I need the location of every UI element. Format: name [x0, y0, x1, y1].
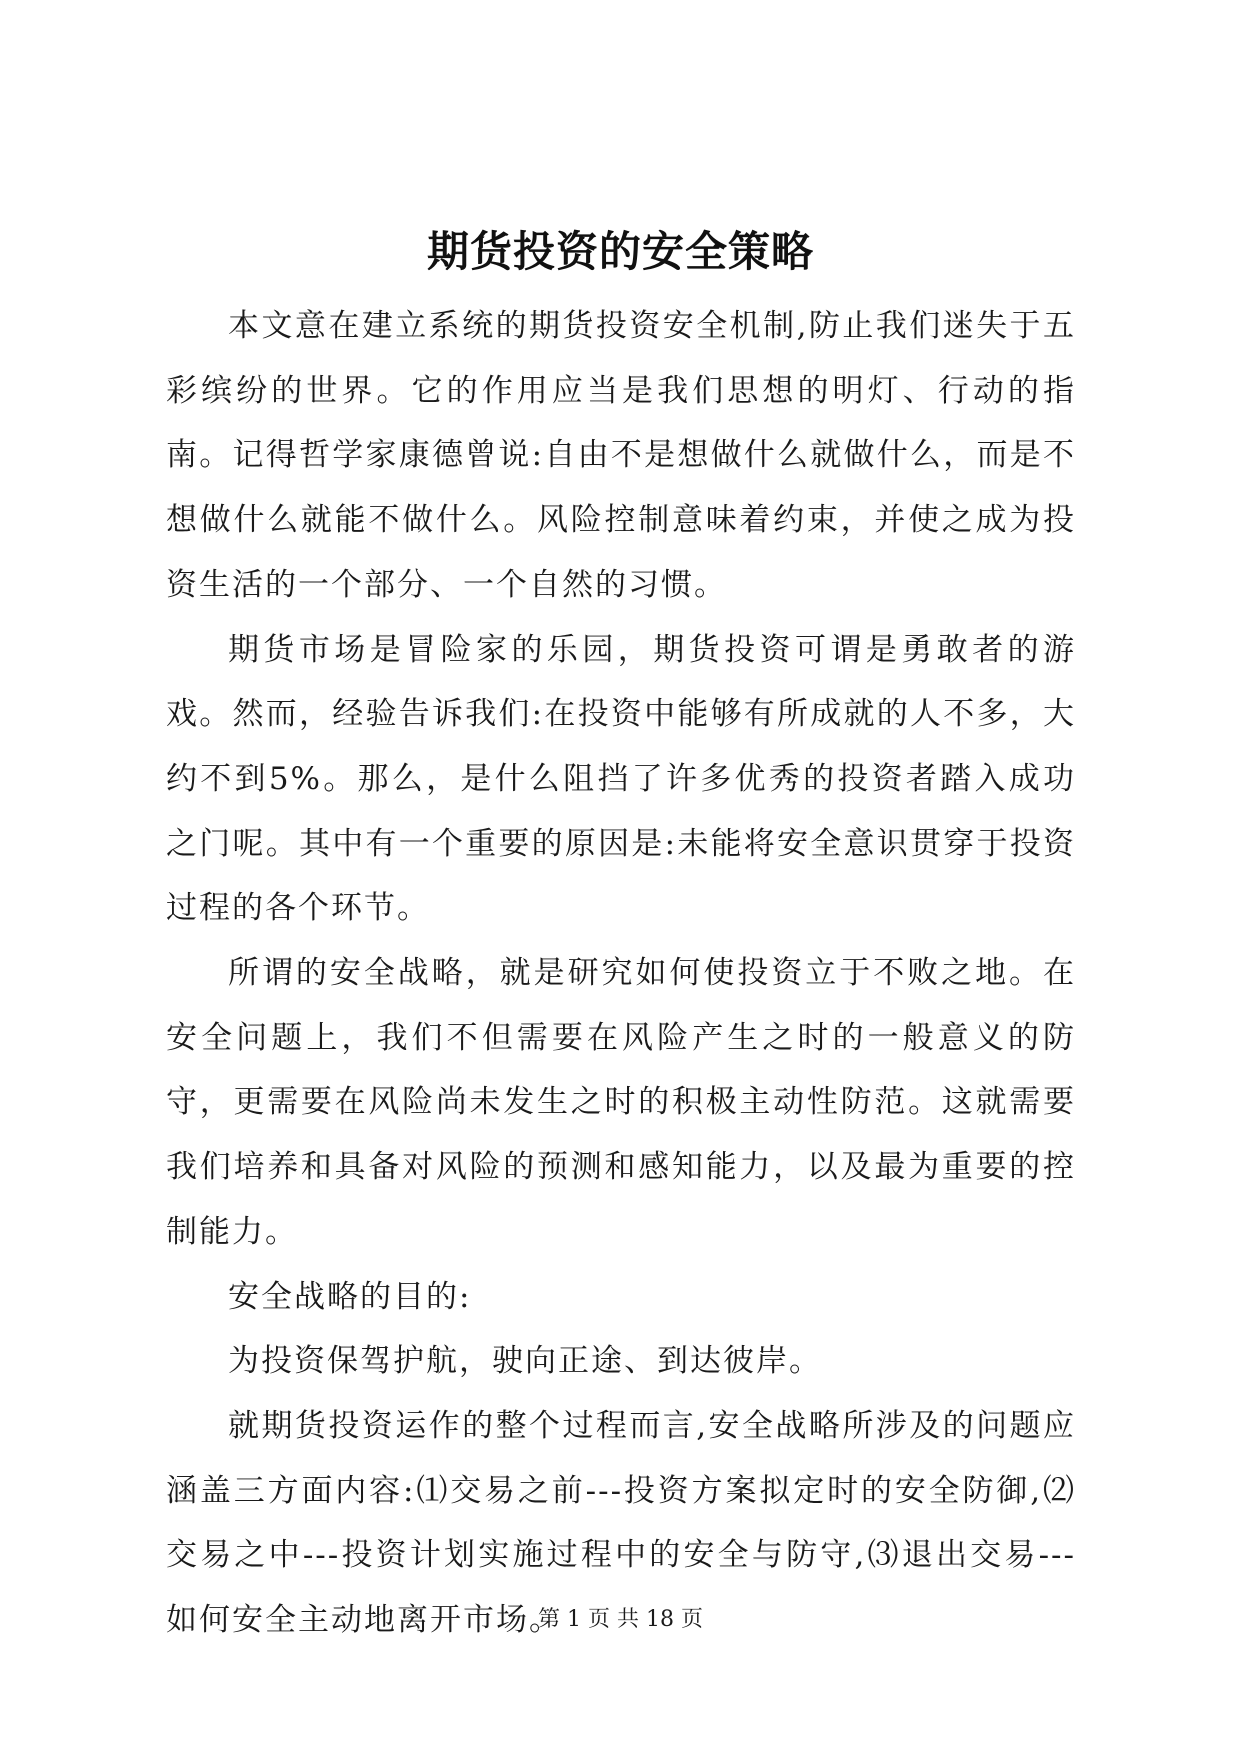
document-body: [166, 294, 1076, 1653]
paragraph: 期货市场是冒险家的乐园，期货投资可谓是勇敢者的游戏。然而，经验告诉我们:在投资中能够有所成就的人不多，大约不到5%。那么，是什么阻挡了许多优秀的投资者踏入成功之门呢。其中有一个重要的原因是:未能将安全意识贯穿于投资过程的各个环节。: [166, 631, 1076, 927]
paragraph: 本文意在建立系统的期货投资安全机制,防止我们迷失于五彩缤纷的世界。它的作用应当是我们思想的明灯、行动的指南。记得哲学家康德曾说:自由不是想做什么就做什么，而是不想做什么就能不做什么。风险控制意味着约束，并使之成为投资生活的一个部分、一个自然的习惯。: [166, 308, 1076, 603]
paragraph: 为投资保驾护航，驶向正途、到达彼岸。: [228, 1343, 822, 1380]
paragraph: 安全战略的目的:: [228, 1278, 472, 1315]
page-number-label: 第 1 页 共 18 页: [538, 1607, 703, 1632]
paragraph: 就期货投资运作的整个过程而言,安全战略所涉及的问题应涵盖三方面内容:⑴交易之前---投资方案拟定时的安全防御,⑵交易之中---投资计划实施过程中的安全与防守,⑶退出交易---如何安全主动地离开市场。: [166, 1407, 1076, 1639]
paragraph: 所谓的安全战略，就是研究如何使投资立于不败之地。在安全问题上，我们不但需要在风险产生之时的一般意义的防守，更需要在风险尚未发生之时的积极主动性防范。这就需要我们培养和具备对风险的预测和感知能力，以及最为重要的控制能力。: [166, 955, 1076, 1250]
page-footer: [0, 1605, 1241, 1635]
document-title: 期货投资的安全策略: [426, 227, 814, 276]
